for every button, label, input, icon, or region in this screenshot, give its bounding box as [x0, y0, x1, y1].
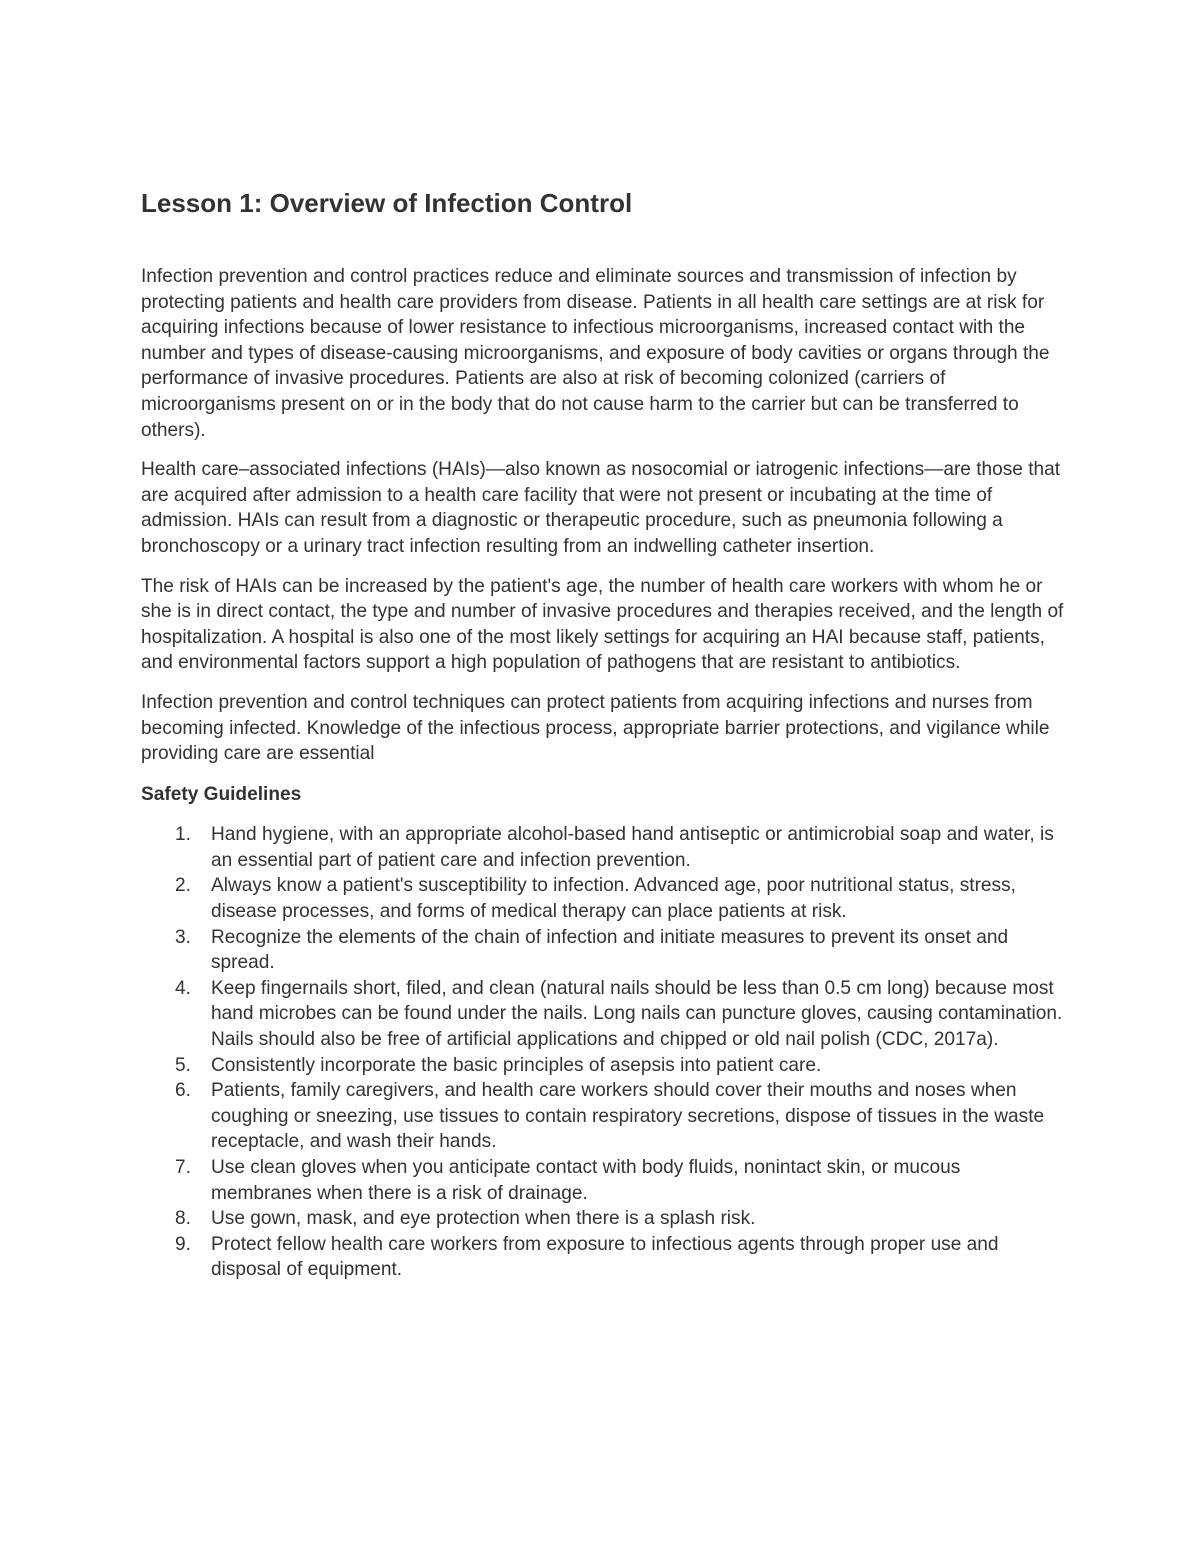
list-item: [141, 925, 1066, 976]
list-item: [141, 1078, 1066, 1155]
list-item: [141, 822, 1066, 873]
intro-paragraph: Infection prevention and control practices reduce and eliminate sources and transmission of infection by protecting patients and health care providers from disease. Patients in all health care settings are at risk for acquiring infections because of lower resistance to infectious microorganisms, increased contact with the number and types of disease-causing microorganisms, and exposure of body cavities or organs through the performance of invasive procedures. Patients are also at risk of becoming colonized (carriers of microorganisms present on or in the body that do not cause harm to the carrier but can be transferred to others).: [141, 266, 1050, 441]
list-item-number: 9.: [175, 1233, 191, 1255]
list-item-text: Use clean gloves when you anticipate contact with body fluids, nonintact skin, or mucous membranes when there is a risk of drainage.: [211, 1157, 961, 1204]
list-item-text: Protect fellow health care workers from exposure to infectious agents through proper use and disposal of equipment.: [211, 1233, 999, 1281]
safety-guidelines-heading: Safety Guidelines: [141, 783, 302, 805]
list-item-text: Use gown, mask, and eye protection when there is a splash risk.: [211, 1208, 756, 1230]
list-item-text: Recognize the elements of the chain of infection and initiate measures to prevent its onset and spread.: [211, 926, 1009, 974]
hai-risk-paragraph: The risk of HAIs can be increased by the patient's age, the number of health care workers with whom he or she is in direct contact, the type and number of invasive procedures and therapies received, and the length of hospitalization. A hospital is also one of the most likely settings for acquiring an HAI because staff, patients, and environmental factors support a high population of pathogens that are resistant to antibiotics.: [141, 575, 1064, 674]
list-item-number: 4.: [175, 977, 191, 999]
list-item-number: 1.: [175, 824, 191, 846]
list-item-text: Keep fingernails short, filed, and clean (natural nails should be less than 0.5 cm long) because most hand microbes can be found under the nails. Long nails can puncture gloves, causing contamination. Nails should also be free of artificial applications and chipped or old nail polish (CDC, 2017a).: [211, 977, 1063, 1051]
list-item-text: Patients, family caregivers, and health care workers should cover their mouths and noses when coughing or sneezing, use tissues to contain respiratory secretions, dispose of tissues in the waste receptacle, and wash their hands.: [211, 1080, 1045, 1153]
list-item-text: Always know a patient's susceptibility to infection. Advanced age, poor nutritional status, stress, disease processes, and forms of medical therapy can place patients at risk.: [211, 875, 1016, 923]
list-item-text: Hand hygiene, with an appropriate alcohol-based hand antiseptic or antimicrobial soap and water, is an essential part of patient care and infection prevention.: [211, 824, 1054, 871]
list-item: [141, 1155, 1066, 1206]
list-item: [141, 873, 1066, 924]
lesson-title: Lesson 1: Overview of Infection Control: [141, 188, 633, 218]
list-item-number: 5.: [175, 1054, 191, 1076]
list-item-number: 7.: [175, 1157, 191, 1178]
list-item-number: 3.: [175, 926, 191, 948]
list-item-number: 2.: [175, 875, 191, 897]
techniques-paragraph: Infection prevention and control techniques can protect patients from acquiring infections and nurses from becoming infected. Knowledge of the infectious process, appropriate barrier protections, and vigilance while providing care are essential: [141, 691, 1050, 765]
hai-definition-paragraph: Health care–associated infections (HAIs)—also known as nosocomial or iatrogenic infections—are those that are acquired after admission to a health care facility that were not present or incubating at the time of admission. HAIs can result from a diagnostic or therapeutic procedure, such as pneumonia following a bronchoscopy or a urinary tract infection resulting from an indwelling catheter insertion.: [141, 459, 1061, 557]
document-page: [141, 186, 1066, 1283]
list-item: [141, 976, 1066, 1053]
list-item-number: 8.: [175, 1208, 191, 1230]
list-item-text: Consistently incorporate the basic principles of asepsis into patient care.: [211, 1054, 822, 1076]
safety-guidelines-list: [141, 822, 1066, 1283]
list-item: [141, 1206, 1066, 1232]
list-item: [141, 1053, 1066, 1079]
list-item: [141, 1232, 1066, 1283]
list-item-number: 6.: [175, 1080, 191, 1102]
